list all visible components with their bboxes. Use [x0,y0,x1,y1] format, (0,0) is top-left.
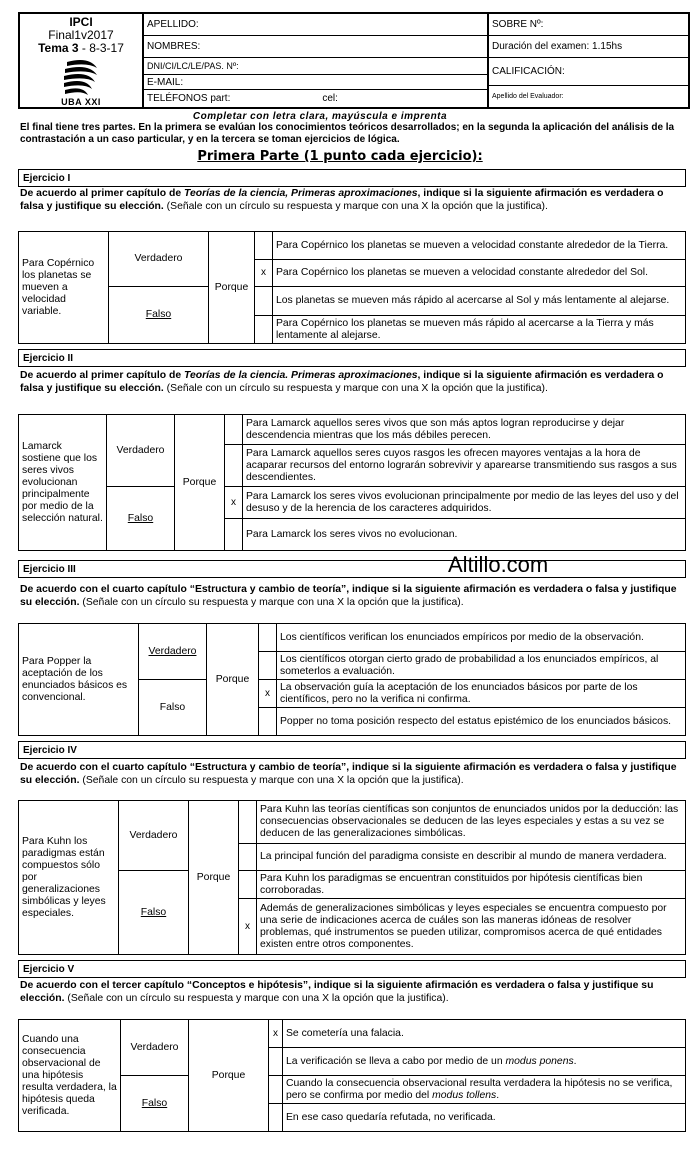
ex2-mark-4[interactable] [225,519,243,551]
ex2-porque: Porque [175,415,225,551]
ex5-mark-2[interactable] [269,1048,283,1076]
ex3-mark-3[interactable]: x [259,680,277,708]
ex2-false-option[interactable]: Falso [107,487,175,551]
ex1-mark-4[interactable] [255,316,273,344]
ex3-instructions: De acuerdo con el cuarto capítulo “Estructura y cambio de teoría”, indique si la siguiente afirmación es verdadera o falsa y justifique su elección. (Señale con un círculo su respuesta y marque con una X la opción que la justifica). [20,584,677,608]
ex3-mark-1[interactable] [259,624,277,652]
ex1-statement: Para Copérnico los planetas se mueven a velocidad variable. [19,232,109,344]
ex2-option-2: Para Lamarck aquellos seres cuyos rasgos les ofrecen mayores ventajas a la hora de acaparar recursos del entorno lograrán sobrevivir y aparearse transmitiendo sus rasgos a sus descendientes. [243,445,686,487]
ex3-porque: Porque [207,624,259,736]
ex1-option-1: Para Copérnico los planetas se mueven a velocidad constante alrededor de la Tierra. [273,232,686,260]
ex4-option-3: Para Kuhn los paradigmas se encuentran constituidos por hipótesis científicas bien corroboradas. [257,871,686,899]
ex2-option-4: Para Lamarck los seres vivos no evolucionan. [243,519,686,551]
email-field[interactable]: E-MAIL: [144,75,487,90]
ex2-table [18,414,686,551]
evaluador-field[interactable]: Apellido del Evaluador: [492,93,564,100]
ex1-option-3: Los planetas se mueven más rápido al acercarse al Sol y más lentamente al alejarse. [273,287,686,316]
ex5-option-4: En ese caso quedaría refutada, no verificada. [283,1104,686,1132]
telefonos-field[interactable] [144,90,487,107]
ex5-porque: Porque [189,1020,269,1132]
ex2-option-3: Para Lamarck los seres vivos evolucionan principalmente por medio de las leyes del uso y del desuso y de la herencia de los caracteres adquiridos. [243,487,686,519]
ex5-statement: Cuando una consecuencia observacional de una hipótesis resulta verdadera, la hipótesis queda verificada. [19,1020,121,1132]
watermark: Altillo.com [448,552,549,577]
ex5-option-2: La verificación se lleva a cabo por medio de un modus ponens. [283,1048,686,1076]
ex5-false-option[interactable]: Falso [121,1076,189,1132]
ex4-mark-2[interactable] [239,844,257,871]
ex5-instructions: De acuerdo con el tercer capítulo “Conceptos e hipótesis”, indique si la siguiente afirmación es verdadera o falsa y justifique su elección. (Señale con un círculo su respuesta y marque con una X la opción que la justifica). [20,980,654,1004]
ex2-mark-1[interactable] [225,415,243,445]
ex2-true-option[interactable]: Verdadero [107,415,175,487]
duracion-field: Duración del examen: 1.15hs [489,36,688,58]
ex4-option-2: La principal función del paradigma consiste en describir al mundo de manera verdadera. [257,844,686,871]
ex2-option-1: Para Lamarck aquellos seres vivos que son más aptos logran reproducirse y dejar descendencia mientras que los más débiles perecen. [243,415,686,445]
ex4-mark-4[interactable]: x [239,899,257,955]
ex5-title: Ejercicio V [18,960,686,978]
calificacion-field[interactable]: CALIFICACIÓN: [489,58,688,86]
sobre-field[interactable]: SOBRE Nº: [489,14,688,36]
ex1-title: Ejercicio I [18,169,686,187]
ex1-mark-1[interactable] [255,232,273,260]
ex1-mark-3[interactable] [255,287,273,316]
ex4-false-option[interactable]: Falso [119,871,189,955]
uba-logo-icon [59,56,103,96]
dni-field[interactable]: DNI/CI/LC/LE/PAS. Nº: [144,58,487,75]
ex4-option-4: Además de generalizaciones simbólicas y leyes especiales se encuentra compuesto por una serie de indicaciones acerca de cuáles son las maneras idóneas de resolver problemas, qué instrumentos se pueden utilizar, compromisos acerca de qué entidades existen entre otros componentes. [257,899,686,955]
ex2-mark-2[interactable] [225,445,243,487]
exam-code: Final1v2017 [48,28,114,42]
logo-text: UBA XXI [61,97,101,107]
ex3-mark-4[interactable] [259,708,277,736]
telefonos-label: TELÉFONOS part: [147,93,231,104]
ex3-option-1: Los científicos verifican los enunciados empíricos por medio de la observación. [277,624,686,652]
ex4-table [18,800,686,955]
cel-label: cel: [322,93,338,104]
ex3-option-4: Popper no toma posición respecto del estatus epistémico de los enunciados básicos. [277,708,686,736]
ex3-table [18,623,686,736]
ex3-true-option[interactable]: Verdadero [139,624,207,680]
exam-info-fields [489,14,688,107]
header-logo-block [20,14,144,107]
ex3-option-3: La observación guía la aceptación de los enunciados básicos por parte de los científicos, pero no la verifica ni confirma. [277,680,686,708]
ex5-table [18,1019,686,1132]
ex5-option-1: Se cometería una falacia. [283,1020,686,1048]
ex5-true-option[interactable]: Verdadero [121,1020,189,1076]
ex4-statement: Para Kuhn los paradigmas están compuestos sólo por generalizaciones simbólicas y leyes especiales. [19,801,119,955]
nombres-field[interactable]: NOMBRES: [144,36,487,58]
ex1-false-option[interactable]: Falso [109,287,209,344]
ex4-porque: Porque [189,801,239,955]
ex1-option-2: Para Copérnico los planetas se mueven a velocidad constante alrededor del Sol. [273,260,686,287]
ex3-option-2: Los científicos otorgan cierto grado de probabilidad a los enunciados empíricos, al someterlos a evaluación. [277,652,686,680]
fill-instruction: Completar con letra clara, mayúscula e imprenta [192,111,448,122]
ex1-true-option[interactable]: Verdadero [109,232,209,287]
ex1-instructions: De acuerdo al primer capítulo de Teorías de la ciencia, Primeras aproximaciones, indique si la siguiente afirmación es verdadera o falsa y justifique su elección. (Señale con un círculo su respuesta y marque con una X la opción que la justifica). [20,188,664,212]
org-name: IPCI [69,15,93,29]
ex3-mark-2[interactable] [259,652,277,680]
intro-text: El final tiene tres partes. En la primera se evalúan los conocimientos teóricos desarrollados; en la segunda la aplicación del análisis de la contrastación a un caso particular, y en la tercera se toman ejercicios de lógica. [20,122,675,145]
ex1-mark-2[interactable]: x [255,260,273,287]
ex4-instructions: De acuerdo con el cuarto capítulo “Estructura y cambio de teoría”, indique si la siguiente afirmación es verdadera o falsa y justifique su elección. (Señale con un círculo su respuesta y marque con una X la opción que la justifica). [20,762,677,786]
ex5-mark-1[interactable]: x [269,1020,283,1048]
ex2-statement: Lamarck sostiene que los seres vivos evolucionan principalmente por medio de la selección natural. [19,415,107,551]
ex2-mark-3[interactable]: x [225,487,243,519]
ex1-option-4: Para Copérnico los planetas se mueven más rápido al acercarse a la Tierra y más lentamente al alejarse. [273,316,686,344]
student-fields [144,14,489,107]
part-title: Primera Parte (1 punto cada ejercicio): [197,149,483,164]
ex4-mark-3[interactable] [239,871,257,899]
ex5-mark-3[interactable] [269,1076,283,1104]
ex2-instructions: De acuerdo al primer capítulo de Teorías de la ciencia. Primeras aproximaciones, indique si la siguiente afirmación es verdadera o falsa y justifique su elección. (Señale con un círculo su respuesta y marque con una X la opción que la justifica). [20,370,664,394]
ex4-title: Ejercicio IV [18,741,686,759]
ex4-true-option[interactable]: Verdadero [119,801,189,871]
apellido-field[interactable]: APELLIDO: [144,14,487,36]
tema-line: Tema 3 - 8-3-17 [38,41,124,55]
ex4-mark-1[interactable] [239,801,257,844]
exam-header [18,12,690,109]
ex4-option-1: Para Kuhn las teorías científicas son conjuntos de enunciados unidos por la deducción: las consecuencias observacionales se deducen de las leyes especiales y estas a su vez se deducen de las generalizaciones simbólicas. [257,801,686,844]
ex1-table [18,231,686,344]
ex1-porque: Porque [209,232,255,344]
ex2-title: Ejercicio II [18,349,686,367]
ex5-mark-4[interactable] [269,1104,283,1132]
ex5-option-3: Cuando la consecuencia observacional resulta verdadera la hipótesis no se verifica, pero se confirma por medio del modus tollens. [283,1076,686,1104]
ex3-false-option[interactable]: Falso [139,680,207,736]
ex3-title: Ejercicio III [18,560,686,578]
ex3-statement: Para Popper la aceptación de los enunciados básicos es convencional. [19,624,139,736]
